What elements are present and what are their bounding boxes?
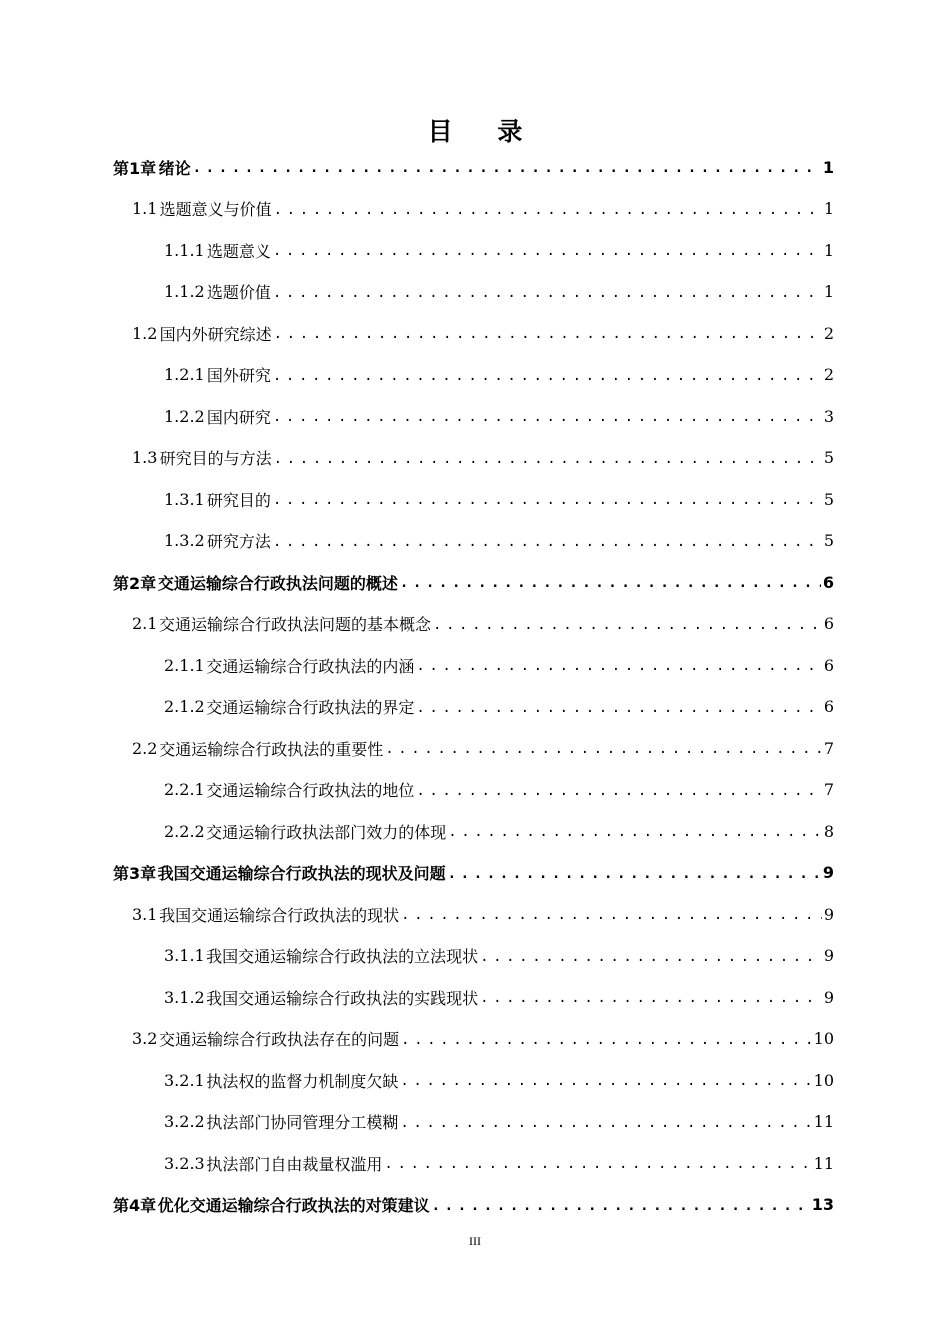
toc-entry-page-number: 1	[823, 240, 834, 260]
toc-entry-page-number: 7	[823, 738, 834, 758]
toc-entry-number: 第3章	[113, 864, 157, 883]
toc-entry-number: 1.2.2	[164, 406, 205, 426]
toc-entry-number: 1.3	[132, 448, 158, 467]
toc-entry-page-number: 8	[823, 821, 834, 841]
toc-entry-page-number: 2	[823, 365, 834, 384]
toc-entry-title: 我国交通运输综合行政执法的立法现状	[206, 947, 479, 966]
toc-dot-leader	[416, 780, 821, 800]
toc-entry-level-1[interactable]	[113, 562, 834, 602]
toc-entry-title: 交通运输行政执法部门效力的体现	[206, 822, 447, 842]
toc-dot-leader	[273, 365, 822, 385]
toc-entry-level-3[interactable]	[164, 645, 834, 685]
toc-entry-page-number: 5	[823, 531, 834, 550]
toc-entry-title: 交通运输综合行政执法存在的问题	[159, 1030, 400, 1049]
toc-entry-level-2[interactable]	[132, 604, 834, 644]
toc-entry-level-1[interactable]	[113, 1185, 834, 1225]
toc-entry-number: 3.2.1	[164, 1070, 205, 1090]
toc-entry-page-number: 9	[822, 863, 834, 882]
toc-entry-level-3[interactable]	[164, 936, 834, 976]
toc-entry-title: 交通运输综合行政执法的地位	[206, 781, 415, 800]
toc-entry-level-2[interactable]	[132, 189, 834, 229]
toc-entry-level-2[interactable]	[132, 894, 834, 934]
toc-entry-title: 选题价值	[206, 283, 271, 302]
toc-entry-page-number: 11	[813, 1153, 834, 1173]
toc-entry-number: 2.2.2	[164, 821, 205, 841]
toc-entry-level-3[interactable]	[164, 811, 834, 851]
toc-entry-number: 2.1.1	[164, 655, 205, 675]
toc-entry-title: 执法权的监督力机制度欠缺	[206, 1071, 399, 1091]
toc-dot-leader	[448, 863, 821, 883]
toc-entry-title: 国内外研究综述	[159, 324, 272, 344]
toc-dot-leader	[480, 987, 822, 1007]
toc-entry-title: 国外研究	[206, 366, 271, 385]
toc-dot-leader	[193, 157, 821, 177]
toc-entry-number: 1.3.2	[164, 531, 205, 550]
toc-entry-page-number: 7	[823, 780, 834, 799]
toc-entry-page-number: 1	[823, 199, 834, 218]
toc-dot-leader	[401, 1029, 812, 1049]
toc-dot-leader	[400, 572, 821, 592]
toc-entry-title: 选题意义	[206, 241, 271, 261]
toc-dot-leader	[400, 1112, 811, 1132]
toc-entry-number: 2.2	[132, 738, 158, 758]
toc-entry-level-3[interactable]	[164, 687, 834, 727]
toc-entry-page-number: 1	[823, 282, 834, 301]
toc-dot-leader	[273, 282, 822, 302]
toc-entry-title: 交通运输综合行政执法的内涵	[206, 656, 415, 676]
toc-entry-page-number: 9	[823, 946, 834, 965]
toc-entry-title: 执法部门自由裁量权滥用	[206, 1154, 383, 1174]
toc-dot-leader	[480, 946, 822, 966]
toc-dot-leader	[400, 1070, 811, 1090]
toc-entry-title: 研究目的	[206, 490, 271, 510]
toc-entry-number: 2.1	[132, 614, 158, 633]
toc-dot-leader	[416, 655, 821, 675]
toc-entry-page-number: 6	[823, 697, 834, 716]
toc-entry-level-2[interactable]	[132, 1019, 834, 1059]
toc-dot-leader	[433, 614, 822, 634]
toc-entry-number: 3.1	[132, 904, 158, 924]
toc-entry-page-number: 9	[823, 904, 834, 924]
toc-entry-level-2[interactable]	[132, 313, 834, 353]
toc-entry-page-number: 6	[823, 655, 834, 675]
toc-entry-page-number: 6	[822, 572, 834, 592]
toc-entry-title: 执法部门协同管理分工模糊	[206, 1113, 399, 1132]
toc-entry-page-number: 6	[823, 614, 834, 633]
page-number-footer: III	[469, 1234, 481, 1248]
toc-entry-title: 优化交通运输综合行政执法的对策建议	[157, 1196, 430, 1215]
toc-entry-number: 第1章	[113, 158, 157, 178]
toc-entry-title: 选题意义与价值	[159, 200, 272, 219]
toc-dot-leader	[274, 448, 822, 468]
toc-entry-level-3[interactable]	[164, 272, 834, 312]
toc-entry-level-3[interactable]	[164, 396, 834, 436]
toc-entry-level-2[interactable]	[132, 728, 834, 768]
toc-entry-number: 3.2.2	[164, 1112, 205, 1131]
toc-dot-leader	[274, 323, 822, 343]
toc-entry-title: 交通运输综合行政执法的重要性	[159, 739, 384, 759]
toc-entry-number: 2.1.2	[164, 697, 205, 716]
toc-dot-leader	[448, 821, 822, 841]
toc-dot-leader	[432, 1195, 810, 1215]
toc-dot-leader	[385, 738, 822, 758]
toc-entry-page-number: 1	[822, 157, 834, 177]
toc-entry-page-number: 5	[823, 448, 834, 467]
toc-entry-level-3[interactable]	[164, 1060, 834, 1100]
toc-entry-page-number: 11	[813, 1112, 834, 1131]
toc-entry-title: 我国交通运输综合行政执法的现状	[159, 905, 400, 925]
toc-entry-title: 我国交通运输综合行政执法的现状及问题	[157, 864, 446, 883]
toc-entry-page-number: 13	[811, 1195, 834, 1214]
toc-entry-number: 1.3.1	[164, 489, 205, 509]
toc-entry-title: 研究方法	[206, 532, 271, 551]
toc-dot-leader	[401, 904, 822, 924]
toc-entry-level-1[interactable]	[113, 853, 834, 893]
toc-dot-leader	[416, 697, 821, 717]
toc-entry-level-1[interactable]	[113, 147, 834, 187]
toc-entry-page-number: 9	[823, 987, 834, 1007]
toc-entry-title: 我国交通运输综合行政执法的实践现状	[206, 988, 479, 1008]
toc-dot-leader	[273, 531, 822, 551]
toc-dot-leader	[273, 240, 822, 260]
toc-entry-level-3[interactable]	[164, 977, 834, 1017]
toc-entry-title: 绪论	[158, 158, 191, 178]
toc-dot-leader	[273, 489, 822, 509]
toc-entry-title: 国内研究	[206, 407, 271, 427]
toc-entry-number: 3.1.2	[164, 987, 205, 1007]
toc-dot-leader	[273, 406, 822, 426]
toc-dot-leader	[384, 1153, 811, 1173]
toc-entry-number: 3.2.3	[164, 1153, 205, 1173]
toc-entry-number: 1.1.2	[164, 282, 205, 301]
toc-entry-level-3[interactable]	[164, 230, 834, 270]
toc-dot-leader	[274, 199, 822, 219]
toc-entry-number: 1.2.1	[164, 365, 205, 384]
toc-entry-number: 1.2	[132, 323, 158, 343]
toc-entry-level-3[interactable]	[164, 770, 834, 810]
toc-entry-number: 3.2	[132, 1029, 158, 1048]
toc-entry-number: 第2章	[113, 573, 157, 593]
toc-entry-number: 1.1	[132, 199, 158, 218]
toc-entry-title: 交通运输综合行政执法的界定	[206, 698, 415, 717]
toc-entry-number: 3.1.1	[164, 946, 205, 965]
toc-entry-level-3[interactable]	[164, 1143, 834, 1183]
toc-entry-page-number: 10	[813, 1029, 834, 1048]
toc-entry-number: 2.2.1	[164, 780, 205, 799]
toc-entry-level-3[interactable]	[164, 1102, 834, 1142]
toc-entry-page-number: 2	[823, 323, 834, 343]
toc-entry-level-3[interactable]	[164, 479, 834, 519]
toc-entry-number: 1.1.1	[164, 240, 205, 260]
toc-title: 目 录	[427, 117, 541, 146]
toc-entry-title: 交通运输综合行政执法问题的基本概念	[158, 615, 431, 634]
toc-entry-level-2[interactable]	[132, 438, 834, 478]
toc-entry-page-number: 3	[823, 406, 834, 426]
toc-entry-title: 交通运输综合行政执法问题的概述	[157, 573, 398, 593]
toc-entry-page-number: 10	[813, 1070, 834, 1090]
toc-entry-level-3[interactable]	[164, 355, 834, 395]
toc-entry-page-number: 5	[823, 489, 834, 509]
toc-entry-level-3[interactable]	[164, 521, 834, 561]
toc-entry-title: 研究目的与方法	[159, 449, 272, 468]
toc-entry-number: 第4章	[113, 1196, 157, 1215]
